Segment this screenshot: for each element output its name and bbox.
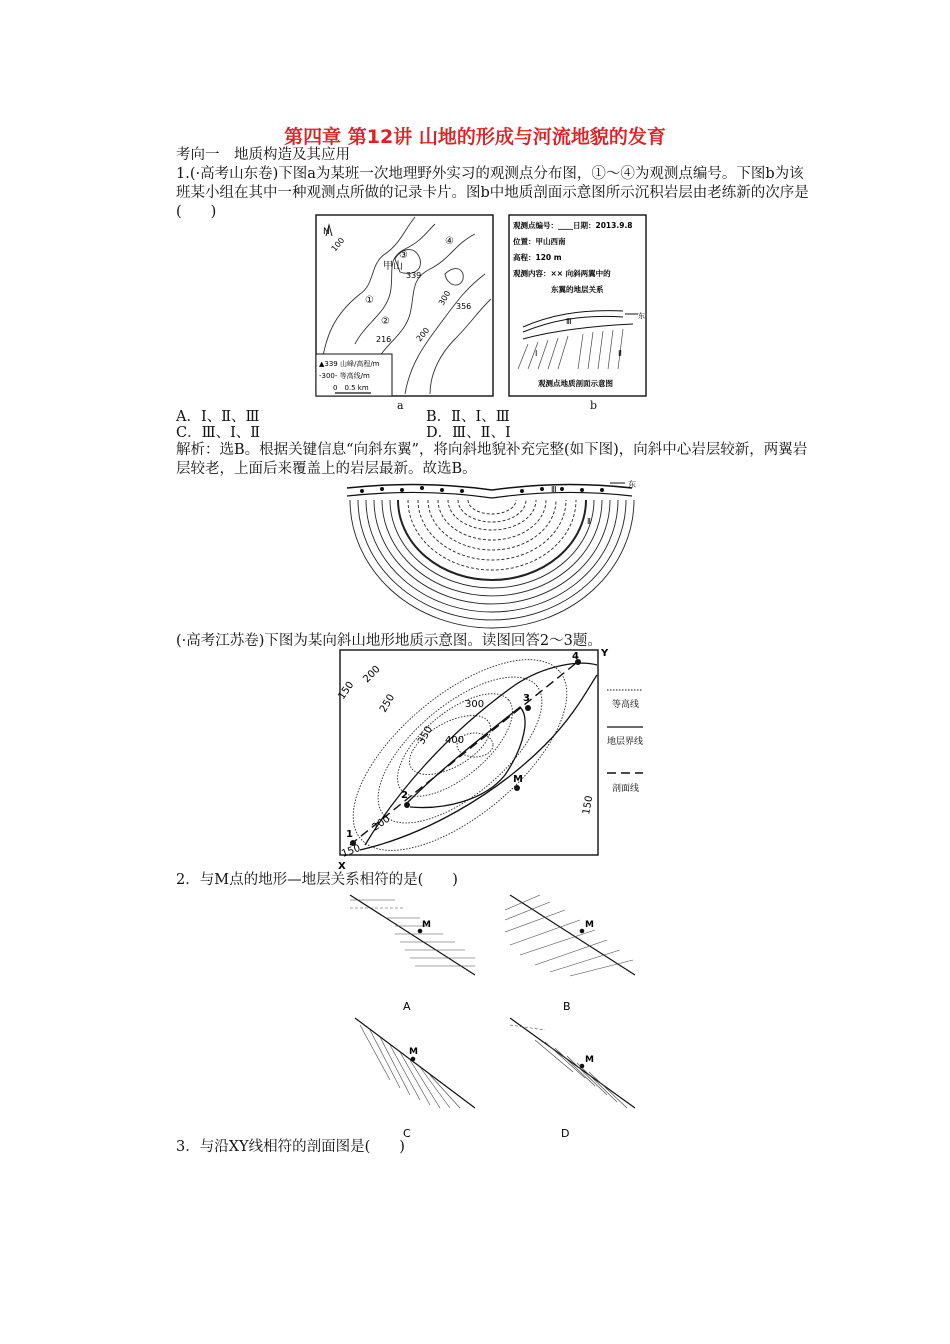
question-3-stem: 3．与沿XY线相符的剖面图是( ) [176, 1139, 405, 1155]
question-2-options-figure [345, 890, 645, 1140]
point-label: ③ [399, 250, 408, 261]
peak-height: 216 [376, 335, 392, 344]
contour-label: 300 [465, 699, 485, 710]
contour-label: 200 [361, 663, 383, 686]
figure-b-caption: b [590, 399, 598, 412]
option-b: B．Ⅱ、Ⅰ、Ⅲ [426, 409, 510, 425]
syncline-figure [342, 478, 642, 633]
contour-label: 200 [414, 325, 432, 344]
point-label: 2 [401, 790, 408, 801]
questions-2-3-intro: (·高考江苏卷)下图为某向斜山地形地质示意图。读图回答2～3题。 [176, 633, 602, 649]
point-label: 4 [572, 651, 579, 662]
layer-label: Ⅲ [566, 317, 572, 326]
section-heading: 考向一 地质构造及其应用 [176, 147, 350, 163]
peak-height: 356 [456, 302, 472, 311]
legend-profile: 剖面线 [612, 784, 640, 794]
option-a-figure [350, 895, 475, 1013]
question-1-stem: 1.(·高考山东卷)下图a为某班一次地理野外实习的观测点分布图，①～④为观测点编号。下图b为该班某小组在其中一种观测点所做的记录卡片。图b中地质剖面示意图所示沉积岩层由老练新的次序是( ) [176, 166, 809, 220]
north-label: N [323, 227, 330, 237]
profile-caption: 观测点地质剖面示意图 [538, 379, 613, 388]
card-line: 观测内容：×× 向斜两翼中的 [513, 269, 611, 278]
page-title: 第四章 第12讲 山地的形成与河流地貌的发育 [284, 126, 666, 148]
contour-label: 350 [416, 724, 436, 747]
point-label: ② [381, 316, 390, 327]
figure-b-card [508, 214, 648, 399]
legend-boundary: 地层界线 [607, 737, 644, 747]
x-end-label: X [338, 861, 346, 870]
legend-peak: ▲339 山峰/高程/m [319, 360, 380, 368]
figure-a-map [315, 214, 495, 399]
option-d: D．Ⅲ、Ⅱ、Ⅰ [426, 425, 511, 441]
layer-label: Ⅱ [618, 349, 622, 358]
contour-label: 150 [340, 842, 362, 860]
point-m-label: M [422, 920, 431, 930]
point-m-label: M [585, 920, 594, 930]
contour-label: 250 [378, 692, 398, 715]
option-c-label: C [403, 1127, 411, 1140]
point-m-label: M [585, 1055, 594, 1065]
option-c: C．Ⅲ、Ⅰ、Ⅱ [176, 425, 261, 441]
analysis-text: 解析：选B。根据关键信息“向斜东翼”，将向斜地貌补充完整(如下图)，向斜中心岩层较新，两翼岩层较老，上面后来覆盖上的岩层最新。故选B。 [176, 442, 808, 477]
option-a: A．Ⅰ、Ⅱ、Ⅲ [176, 409, 260, 425]
option-b-figure [505, 895, 635, 1013]
layer-label: Ⅲ [551, 485, 557, 494]
card-line: 高程：120 m [513, 253, 562, 262]
question-2-stem: 2．与M点的地形—地层关系相符的是( ) [176, 872, 458, 888]
layer-label: Ⅱ [587, 517, 591, 526]
option-c-figure [355, 1018, 475, 1140]
syncline-contour-map [335, 645, 645, 870]
east-label: 东 [638, 312, 645, 320]
scale-label: 0 0.5 km [333, 384, 369, 392]
option-d-label: D [561, 1127, 570, 1140]
contour-label: 150 [581, 794, 596, 816]
place-label: 甲山 [383, 261, 403, 272]
card-line: 东翼的地层关系 [551, 285, 604, 294]
contour-label: 300 [436, 289, 453, 307]
point-label: 1 [346, 829, 353, 840]
layer-label: Ⅰ [535, 349, 538, 358]
point-label: 3 [523, 693, 530, 704]
contour-label: 150 [336, 679, 357, 702]
contour-label: 100 [329, 235, 347, 254]
option-b-label: B [563, 1000, 571, 1013]
option-a-label: A [403, 1000, 411, 1013]
point-label: M [513, 774, 523, 785]
contour-label: 400 [445, 735, 465, 746]
card-line: 位置：甲山西南 [513, 237, 566, 246]
figure-a-caption: a [397, 399, 404, 412]
point-label: ④ [445, 236, 454, 247]
card-line: 观测点编号：____日期：2013.9.8 [513, 221, 633, 230]
y-end-label: Y [601, 648, 609, 659]
legend-contour: -300- 等高线/m [319, 372, 370, 380]
contour-label: 200 [370, 813, 393, 834]
east-label: 东 [628, 480, 636, 489]
peak-height: 339 [406, 271, 422, 280]
legend-contour: 等高线 [612, 700, 640, 710]
option-d-figure [510, 1018, 635, 1140]
point-m-label: M [409, 1047, 418, 1057]
point-label: ① [365, 295, 374, 306]
